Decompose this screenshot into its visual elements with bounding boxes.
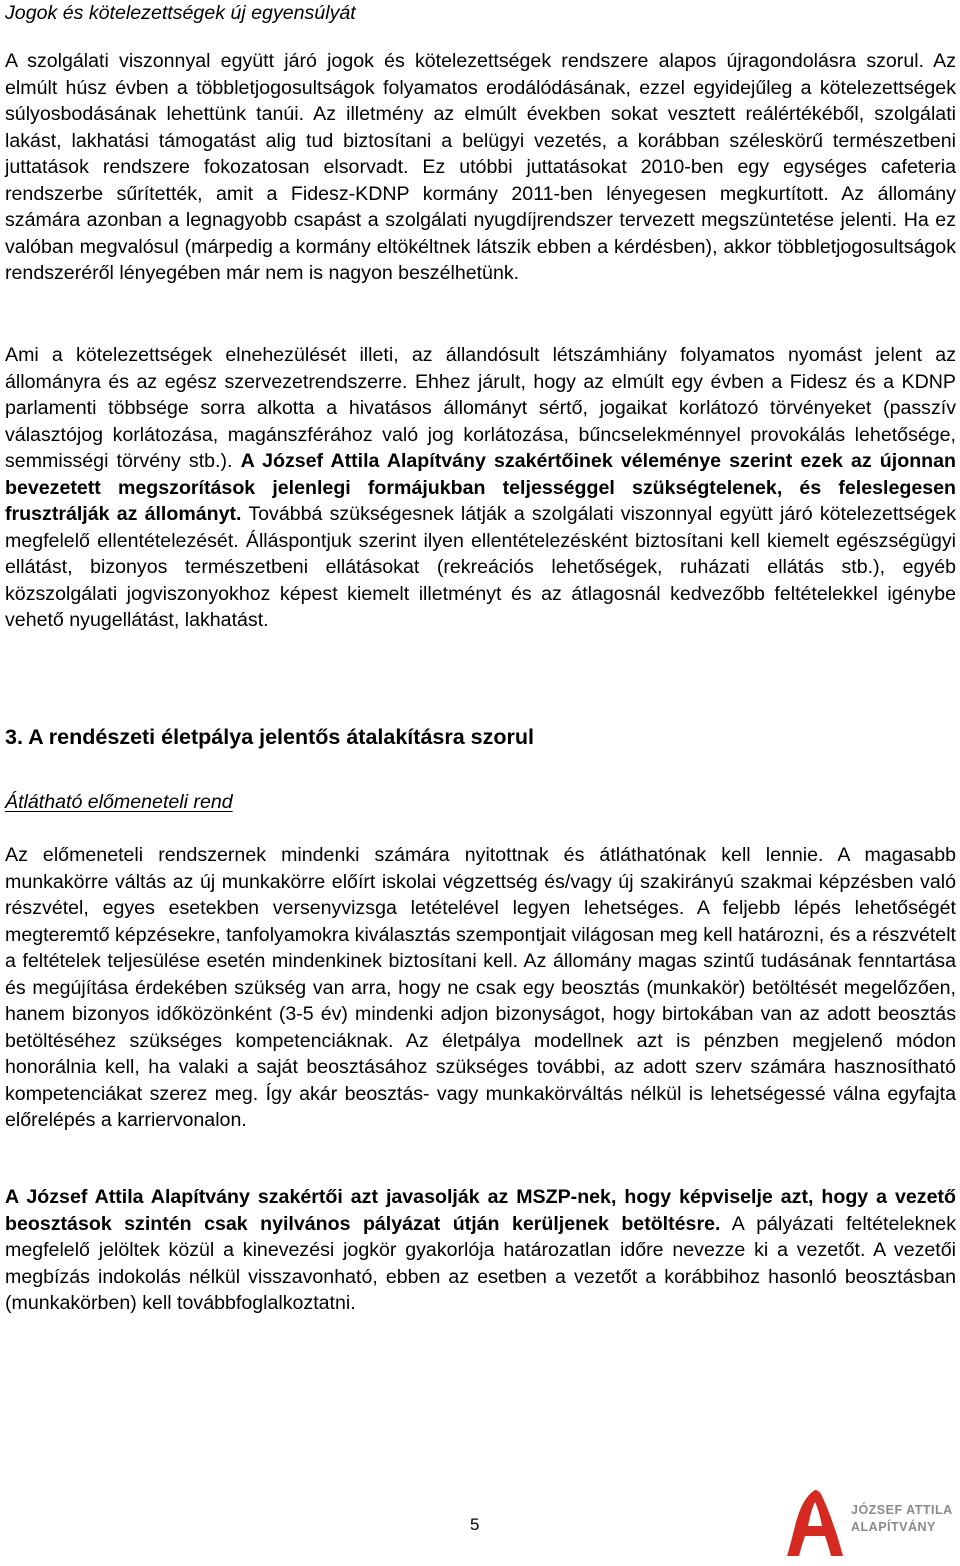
page-number: 5 <box>470 1515 480 1534</box>
section-3-paragraph-2-end: A pályázati feltételeknek megfelelő jelöltek közül a kinevezési jogkör gyakorlója határozatlan időre nevezze ki a vezetőt. A vezetői megbízás indokolás nélkül visszavonható, ebben az esetben a vezetőt a korábbihoz hasonló beosztásban (munkakörben) kell továbbfoglalkoztatni. <box>5 1212 956 1314</box>
intro-heading: Jogok és kötelezettségek új egyensúlyát <box>5 2 356 24</box>
intro-paragraph-2 <box>5 342 956 634</box>
logo-text-line-2: ALAPÍTVÁNY <box>851 1520 936 1534</box>
logo-text-line-1: JÓZSEF ATTILA <box>851 1503 953 1517</box>
section-3-paragraph-1: Az előmeneteli rendszernek mindenki számára nyitottnak és átláthatónak kell lennie. A magasabb munkakörre váltás az új munkakörre előírt iskolai végzettség és/vagy új szakirányú szakmai képzésben való részvétel, egyes esetekben versenyvizsga letételével legyen lehetséges. A feljebb lépés lehetőségét megteremtő képzésekre, tanfolyamokra kiválasztás szempontjait világosan meg kell határozni, és a részvételt a feltételek teljesülése esetén mindenkinek biztosítani kell. Az állomány magas szintű tudásának fenntartása és megújítása érdekében szükség van arra, hogy ne csak egy beosztás (munkakör) betöltését megelőzően, hanem bizonyos időközönként (3-5 év) mindenki adjon bizonyságot, hogy birtokában van az adott beosztás betöltéséhez szükséges kompetenciáknak. Az életpálya modellnek azt is pénzben megjelenő módon honorálnia kell, ha valaki a saját beosztásához szükséges további, az adott szerv számára hasznosítható kompetenciákat szerez meg. Így akár beosztás- vagy munkakörváltás nélkül is lehetségessé válna egyfajta előrelépés a karriervonalon. <box>5 844 956 1131</box>
section-3-heading: Átlátható előmeneteli rend <box>5 791 233 813</box>
logo-a-mark-icon <box>785 1488 845 1558</box>
section-3-paragraph-2-bold: A József Attila Alapítvány szakértői azt javasolják az MSZP-nek, hogy képviselje azt, hogy a vezető beosztások szintén csak nyilvános pályázat útján kerüljenek betöltésre. <box>5 1186 956 1235</box>
intro-paragraph-2-bold: A József Attila Alapítvány szakértőinek véleménye szerint ezek az újonnan bevezetett megszorítások jelenlegi formájukban teljességgel szükségtelenek, és feleslegesen frusztrálják az állományt. <box>5 450 956 525</box>
intro-paragraph-2-start: Ami a kötelezettségek elnehezülését illeti, az állandósult létszámhiány folyamatos nyomást jelent az állományra és az egész szervezetrendszerre. Ehhez járult, hogy az elmúlt egy évben a Fidesz és a KDNP parlamenti többsége sorra alkotta a hivatásos állományt sértő, jogaikat korlátozó törvényeket (passzív választójog korlátozása, magánszférához való jog korlátozása, bűncselekménnyel provokálás lehetősége, semmisségi törvény stb.). <box>5 344 956 472</box>
logo-text <box>851 1502 955 1536</box>
intro-paragraph-1: A szolgálati viszonnyal együtt járó jogok és kötelezettségek rendszere alapos újragondolásra szorul. Az elmúlt húsz évben a többletjogosultságok folyamatos erodálódásának, ezzel egyidejűleg a kötelezettségek súlyosbodásának lehettünk tanúi. Az illetmény az elmúlt években sokat vesztett reálértékéből, szolgálati lakást, lakhatási támogatást alig tud biztosítani a belügyi vezetés, a korábban széleskörű természetbeni juttatások rendszere fokozatosan elsorvadt. Ez utóbbi juttatásokat 2010-ben egy egységes cafeteria rendszerbe sűrítették, amit a Fidesz-KDNP kormány 2011-ben lényegesen megkurtított. Az állomány számára azonban a legnagyobb csapást a szolgálati nyugdíjrendszer tervezett megszüntetése jelenti. Ha ez valóban megvalósul (márpedig a kormány eltökéltnek látszik ebben a kérdésben), akkor többletjogosultságok rendszeréről lényegében már nem is nagyon beszélhetünk. <box>5 50 956 284</box>
intro-paragraph-2-end: Továbbá szükségesnek látják a szolgálati viszonnyal együtt járó kötelezettségek megfelelő ellentételezését. Álláspontjuk szerint ilyen ellentételezésként biztosítani kell kiemelt egészségügyi ellátást, bizonyos természetbeni ellátásokat (rekreációs lehetőségek, ruházati ellátás stb.), egyéb közszolgálati jogviszonyokhoz képest kiemelt illetményt és az átlagosnál kedvezőbb feltételekkel igénybe vehető nyugellátást, lakhatást. <box>5 503 956 631</box>
section-3-paragraph-2 <box>5 1184 956 1317</box>
section-3-title: 3. A rendészeti életpálya jelentős átalakításra szorul <box>5 725 534 749</box>
jozsef-attila-alapitvany-logo <box>785 1488 955 1558</box>
